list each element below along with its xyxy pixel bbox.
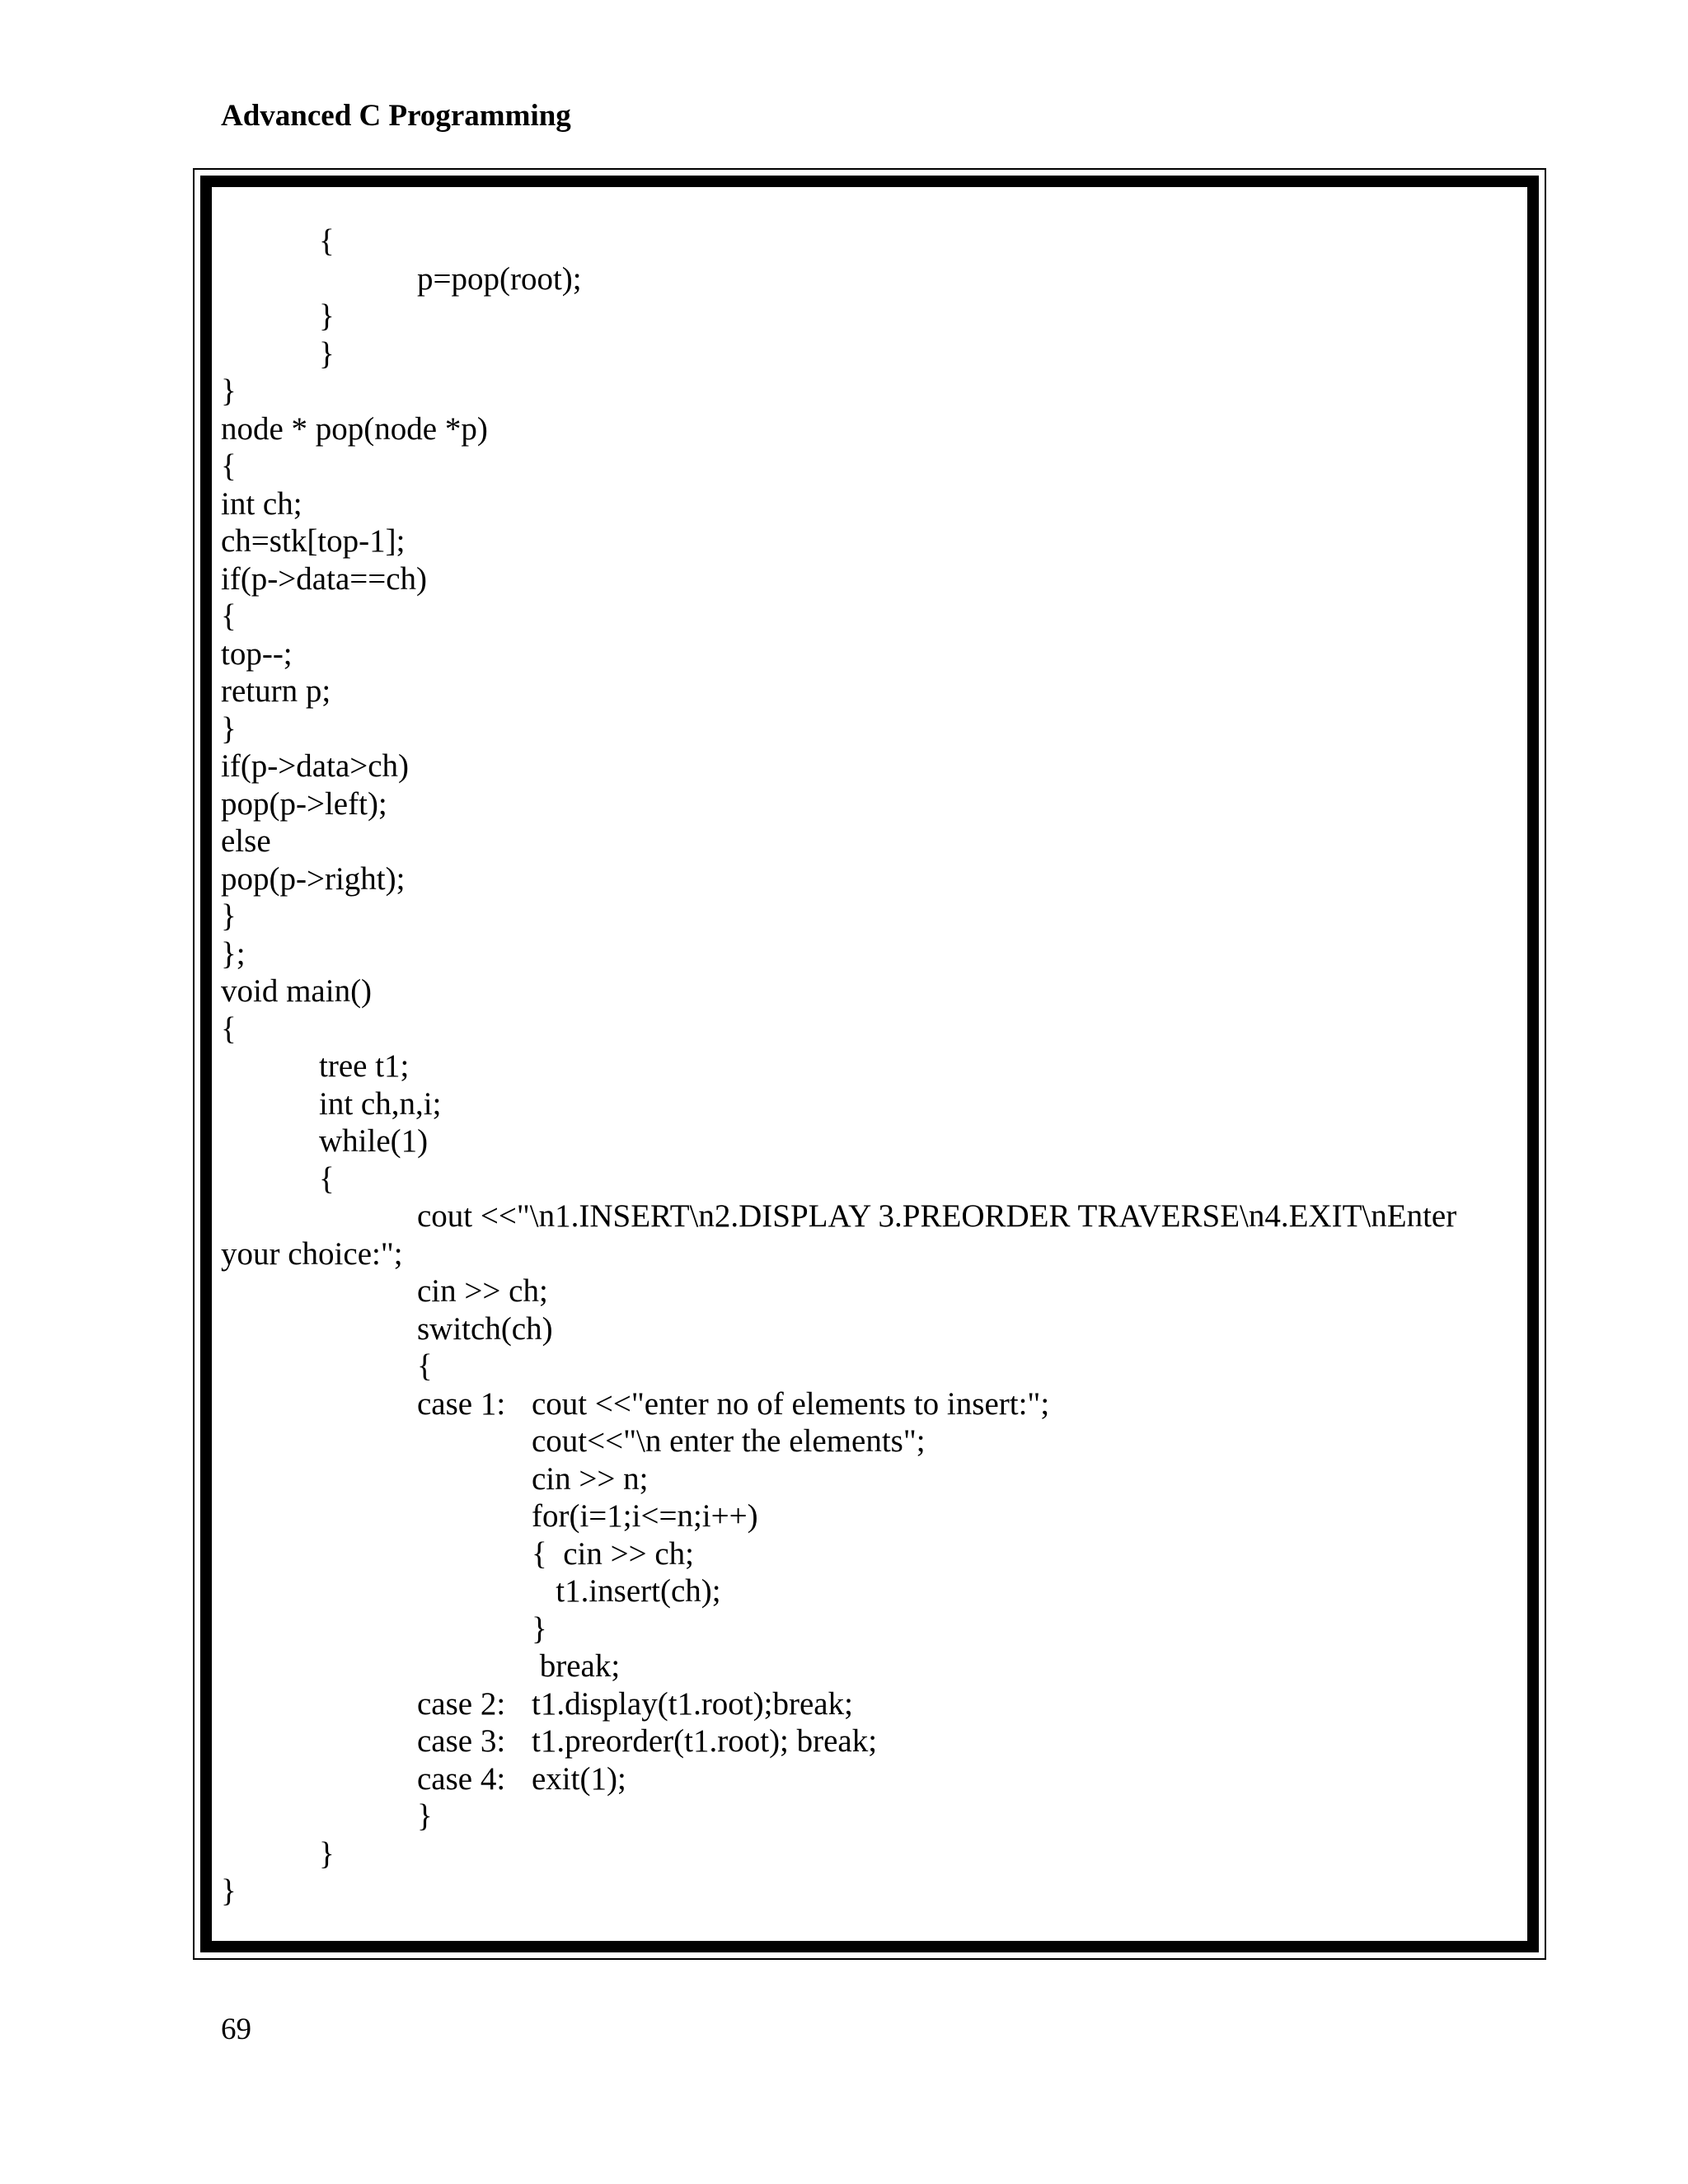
code-text: while(1) [319, 1123, 429, 1159]
code-text: { [221, 598, 237, 634]
code-text: void main() [221, 973, 373, 1009]
code-text-continuation: exit(1); [532, 1760, 626, 1797]
code-text-continuation: t1.preorder(t1.root); break; [532, 1723, 878, 1759]
code-text: }; [221, 935, 246, 972]
code-text: } [319, 335, 335, 372]
code-text: } [417, 1798, 433, 1834]
code-text: case 3: [417, 1723, 506, 1759]
code-text: } [319, 1835, 335, 1872]
code-text: if(p->data==ch) [221, 560, 428, 597]
code-text: int ch; [221, 485, 302, 522]
code-text: node * pop(node *p) [221, 410, 488, 447]
running-header: Advanced C Programming [221, 99, 571, 133]
code-text: { [417, 1348, 433, 1384]
code-text: else [221, 823, 271, 859]
code-text: } [319, 298, 335, 334]
code-text: } [221, 373, 237, 409]
code-text: if(p->data>ch) [221, 748, 410, 784]
code-text: cin >> ch; [417, 1273, 548, 1309]
code-text: p=pop(root); [417, 260, 582, 297]
code-text-continuation: cout <<"enter no of elements to insert:"; [532, 1385, 1050, 1422]
code-text: { [319, 1160, 335, 1197]
code-text: pop(p->left); [221, 785, 387, 822]
code-text: your choice:"; [221, 1235, 403, 1272]
page-number: 69 [221, 2013, 251, 2046]
code-text: for(i=1;i<=n;i++) [532, 1498, 758, 1534]
code-text: { [221, 1010, 237, 1047]
code-text: top--; [221, 635, 293, 672]
code-text: case 2: [417, 1685, 506, 1722]
code-text: pop(p->right); [221, 860, 406, 897]
code-text: break; [532, 1648, 621, 1684]
code-text: } [221, 898, 237, 934]
code-text: tree t1; [319, 1048, 410, 1084]
code-text: cout <<"\n1.INSERT\n2.DISPLAY 3.PREORDER TRAVERSE\n4.EXIT\nEnter [417, 1198, 1457, 1234]
code-text: int ch,n,i; [319, 1085, 442, 1122]
code-text: t1.insert(ch); [532, 1573, 721, 1609]
code-text: ch=stk[top-1]; [221, 523, 406, 559]
code-text: } [532, 1610, 547, 1647]
code-text: { [221, 448, 237, 484]
code-text: case 4: [417, 1760, 506, 1797]
code-text: { cin >> ch; [532, 1535, 694, 1572]
code-text: cout<<"\n enter the elements"; [532, 1423, 926, 1459]
code-text: { [319, 223, 335, 259]
code-text: cin >> n; [532, 1460, 649, 1497]
code-text: case 1: [417, 1385, 506, 1422]
code-text: switch(ch) [417, 1310, 553, 1347]
code-text: return p; [221, 673, 331, 709]
code-text-continuation: t1.display(t1.root);break; [532, 1685, 853, 1722]
code-text: } [221, 710, 237, 747]
code-text: } [221, 1873, 237, 1909]
